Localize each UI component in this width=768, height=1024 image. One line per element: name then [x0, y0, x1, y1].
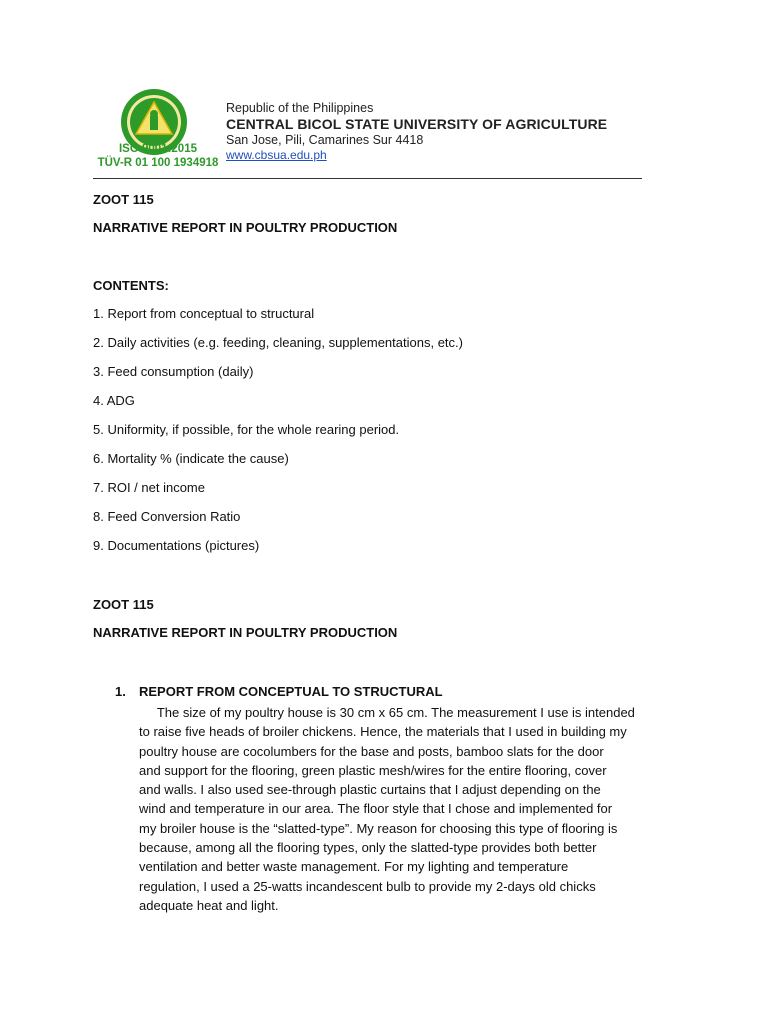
- paragraph-line: because, among all the flooring types, only the slatted-type provides both better: [139, 840, 597, 856]
- paragraph-line: and walls. I also used see-through plastic curtains that I adjust depending on the: [139, 782, 601, 798]
- paragraph-line: my broiler house is the “slatted-type”. My reason for choosing this type of flooring is: [139, 820, 618, 836]
- contents-item: 4. ADG: [93, 393, 135, 408]
- university-address: San Jose, Pili, Camarines Sur 4418: [226, 133, 424, 147]
- contents-item: 8. Feed Conversion Ratio: [93, 509, 241, 524]
- paragraph-line: ventilation and better waste management. For my lighting and temperature: [139, 859, 569, 875]
- report-title: NARRATIVE REPORT IN POULTRY PRODUCTION: [93, 625, 398, 640]
- university-website-link[interactable]: www.cbsua.edu.ph: [226, 148, 327, 162]
- contents-item: 2. Daily activities (e.g. feeding, cleaning, supplementations, etc.): [93, 335, 463, 350]
- paragraph-line: adequate heat and light.: [139, 897, 279, 913]
- course-code: ZOOT 115: [93, 597, 154, 612]
- course-code: ZOOT 115: [93, 192, 154, 207]
- republic-line: Republic of the Philippines: [226, 101, 374, 115]
- report-title: NARRATIVE REPORT IN POULTRY PRODUCTION: [93, 220, 398, 235]
- section-number: 1.: [115, 684, 126, 699]
- university-name: CENTRAL BICOL STATE UNIVERSITY OF AGRICULTURE: [226, 116, 608, 132]
- contents-item: 1. Report from conceptual to structural: [93, 306, 315, 321]
- section-paragraph: [139, 703, 695, 915]
- paragraph-line: and support for the flooring, green plastic mesh/wires for the entire flooring, cover: [139, 762, 607, 778]
- contents-item: 9. Documentations (pictures): [93, 538, 260, 553]
- paragraph-line: wind and temperature in our area. The floor style that I chose and implemented for: [139, 801, 613, 817]
- paragraph-line: regulation, I used a 25-watts incandescent bulb to provide my 2-days old chicks: [139, 878, 596, 894]
- paragraph-line: poultry house are cocolumbers for the base and posts, bamboo slats for the door: [139, 743, 604, 759]
- tuv-number: TÜV-R 01 100 1934918: [97, 157, 219, 169]
- contents-item: 6. Mortality % (indicate the cause): [93, 451, 289, 466]
- contents-item: 5. Uniformity, if possible, for the whole rearing period.: [93, 422, 400, 437]
- iso-certification: [96, 142, 220, 170]
- contents-heading: CONTENTS:: [93, 278, 169, 293]
- section-heading: REPORT FROM CONCEPTUAL TO STRUCTURAL: [139, 684, 443, 699]
- contents-item: 7. ROI / net income: [93, 480, 205, 495]
- header-divider: [93, 178, 642, 179]
- iso-standard: ISO 9001:2015: [118, 143, 197, 155]
- paragraph-line: The size of my poultry house is 30 cm x 65 cm. The measurement I use is intended: [139, 705, 635, 720]
- contents-item: 3. Feed consumption (daily): [93, 364, 254, 379]
- letterhead: [226, 101, 646, 163]
- paragraph-line: to raise five heads of broiler chickens. Hence, the materials that I used in building my: [139, 724, 627, 740]
